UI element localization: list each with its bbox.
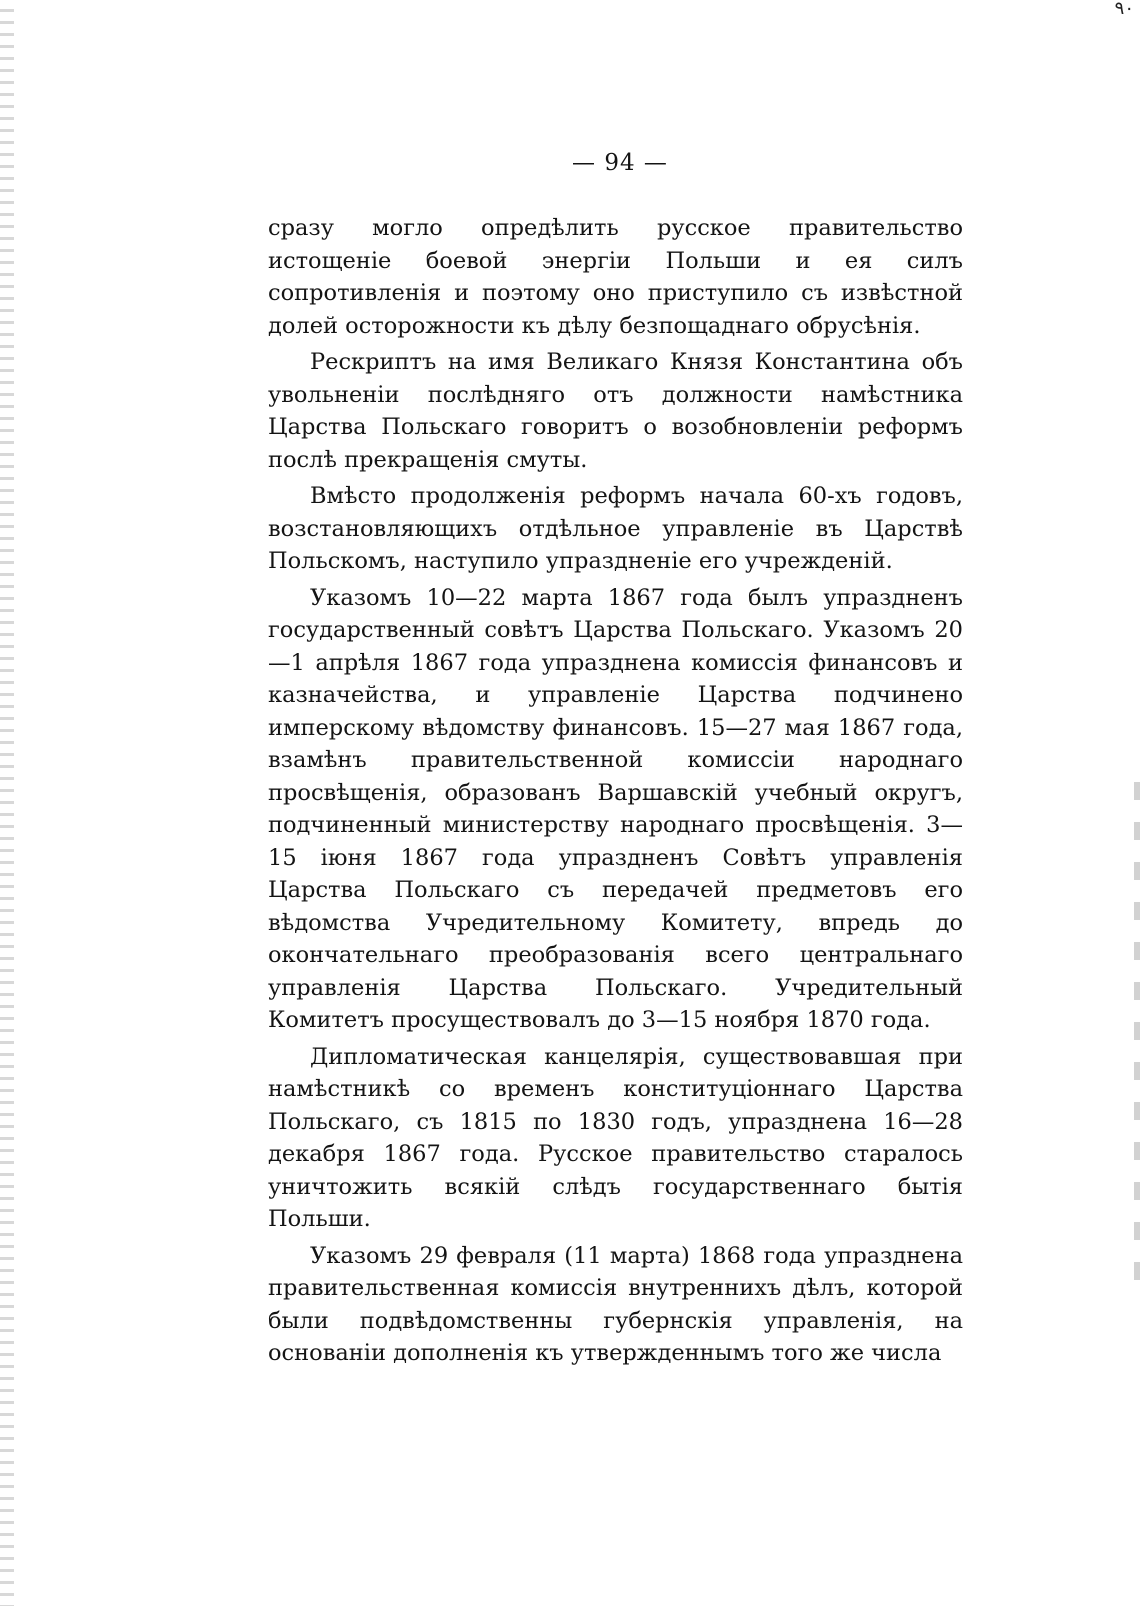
paragraph-2: Рескриптъ на имя Великаго Князя Константина объ увольненіи послѣдняго отъ должности намѣстника Царства Польскаго говоритъ о возобновленіи реформъ послѣ прекращенія смуты. — [268, 349, 963, 473]
corner-mark: ۹۰ — [1114, 0, 1134, 19]
scan-gutter-edge — [0, 0, 14, 1606]
paragraph-3: Вмѣсто продолженія реформъ начала 60-хъ годовъ, возстановляющихъ отдѣльное управленіе въ Царствѣ Польскомъ, наступило упраздненіе его учрежденій. — [268, 483, 963, 574]
page-number: — 94 — — [572, 150, 668, 176]
paragraph-4: Указомъ 10—22 марта 1867 года былъ упраздненъ государственный совѣтъ Царства Польскаго. Указомъ 20—1 апрѣля 1867 года упразднена комиссія финансовъ и казначейства, и управленіе Царства подчинено имперскому вѣдомству финансовъ. 15—27 мая 1867 года, взамѣнъ правительственной комиссіи народнаго просвѣщенія, образованъ Варшавскій учебный округъ, подчиненный министерству народнаго просвѣщенія. 3—15 іюня 1867 года упраздненъ Совѣтъ управленія Царства Польскаго съ передачей предметовъ его вѣдомства Учредительному Комитету, впредь до окончательнаго преобразованія всего центральнаго управленія Царства Польскаго. Учредительный Комитетъ просуществовалъ до 3—15 ноября 1870 года. — [268, 584, 963, 1033]
paragraph-1: сразу могло опредѣлить русское правительство истощеніе боевой энергіи Польши и ея силъ сопротивленія и поэтому оно приступило съ извѣстной долей осторожности къ дѣлу безпощаднаго обрусѣнія. — [268, 215, 963, 339]
paragraph-6: Указомъ 29 февраля (11 марта) 1868 года упразднена правительственная комиссія внутреннихъ дѣлъ, которой были подвѣдомственны губернскія управленія, на основаніи дополненія къ утвержденнымъ того же числа — [268, 1242, 963, 1366]
scan-right-edge — [1134, 760, 1140, 1280]
paragraph-5: Дипломатическая канцелярія, существовавшая при намѣстникѣ со временъ конституціоннаго Царства Польскаго, съ 1815 по 1830 годъ, упразднена 16—28 декабря 1867 года. Русское правительство старалось уничтожить всякій слѣдъ государственнаго бытія Польши. — [268, 1043, 963, 1232]
body-text — [268, 212, 963, 1374]
